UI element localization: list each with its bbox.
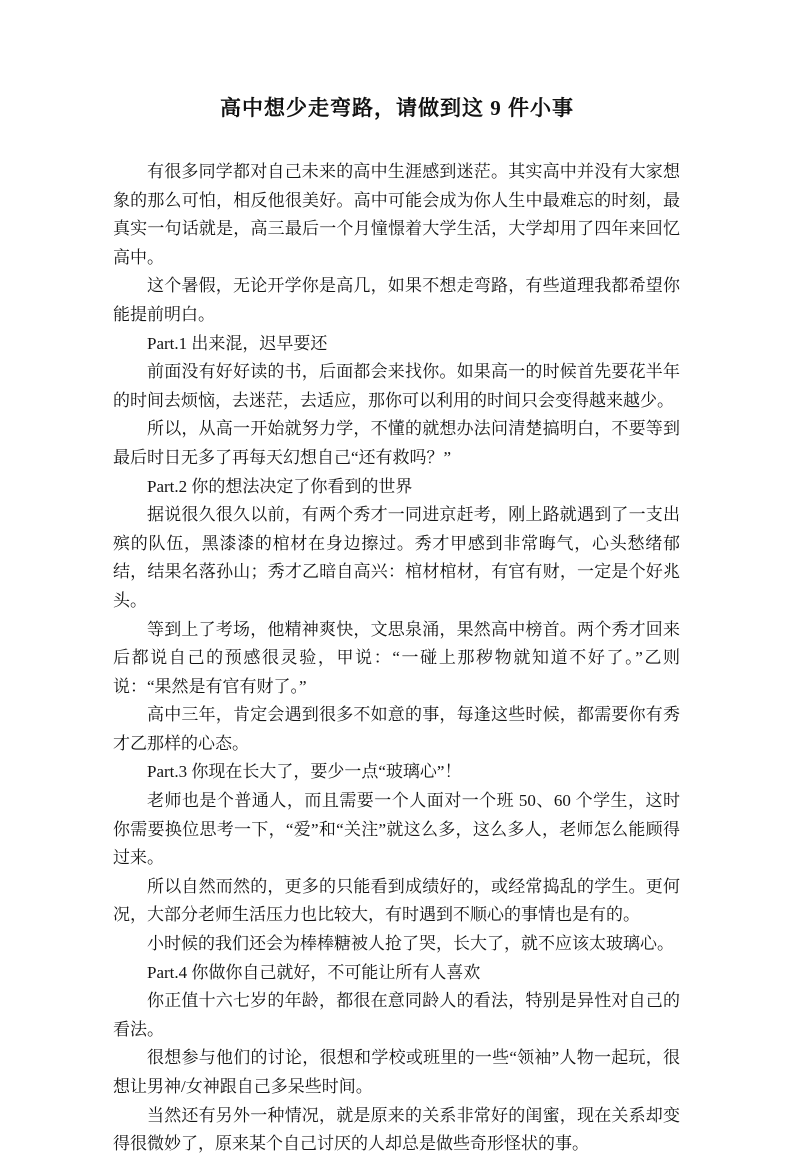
paragraph-part3-2: 所以自然而然的，更多的只能看到成绩好的，或经常捣乱的学生。更何况，大部分老师生活压力也比较大，有时遇到不顺心的事情也是有的。 bbox=[113, 876, 680, 925]
paragraph-intro-2: 这个暑假，无论开学你是高几，如果不想走弯路，有些道理我都希望你能提前明白。 bbox=[113, 276, 680, 324]
paragraph-part4-2: 很想参与他们的讨论，很想和学校或班里的一些“领袖”人物一起玩，很想让男神/女神跟自己多呆些时间。 bbox=[113, 1048, 680, 1096]
document-title: 高中想少走弯路，请做到这 9 件小事 bbox=[220, 96, 574, 120]
paragraph-part4-3: 当然还有另外一种情况，就是原来的关系非常好的闺蜜，现在关系却变得很微妙了，原来某个自己讨厌的人却总是做些奇形怪状的事。 bbox=[113, 1105, 680, 1154]
paragraph-part2-1: 据说很久很久以前，有两个秀才一同进京赶考，刚上路就遇到了一支出殡的队伍，黑漆漆的棺材在身边擦过。秀才甲感到非常晦气，心头愁绪郁结，结果名落孙山；秀才乙暗自高兴：棺材棺材，有官有财，一定是个好兆头。 bbox=[113, 505, 680, 610]
part-1-heading: Part.1 出来混，迟早要还 bbox=[147, 333, 328, 353]
paragraph-part3-3: 小时候的我们还会为棒棒糖被人抢了哭，长大了，就不应该太玻璃心。 bbox=[147, 934, 674, 954]
paragraph-part4-1: 你正值十六七岁的年龄，都很在意同龄人的看法，特别是异性对自己的看法。 bbox=[113, 991, 680, 1039]
paragraph-part1-1: 前面没有好好读的书，后面都会来找你。如果高一的时候首先要花半年的时间去烦恼，去迷茫，去适应，那你可以利用的时间只会变得越来越少。 bbox=[113, 362, 680, 410]
paragraph-part1-2: 所以，从高一开始就努力学，不懂的就想办法问清楚搞明白，不要等到最后时日无多了再每天幻想自己“还有救吗？” bbox=[113, 419, 680, 467]
paragraph-intro-1: 有很多同学都对自己未来的高中生涯感到迷茫。其实高中并没有大家想象的那么可怕，相反他很美好。高中可能会成为你人生中最难忘的时刻，最真实一句话就是，高三最后一个月憧憬着大学生活，大学却用了四年来回忆高中。 bbox=[113, 162, 680, 267]
part-3-heading: Part.3 你现在长大了，要少一点“玻璃心”！ bbox=[147, 762, 462, 782]
part-4-heading: Part.4 你做你自己就好，不可能让所有人喜欢 bbox=[147, 962, 481, 982]
paragraph-part2-2: 等到上了考场，他精神爽快，文思泉涌，果然高中榜首。两个秀才回来后都说自己的预感很灵验，甲说：“一碰上那秽物就知道不好了。”乙则说：“果然是有官有财了。” bbox=[113, 619, 680, 696]
document-body bbox=[0, 158, 794, 1159]
part-2-heading: Part.2 你的想法决定了你看到的世界 bbox=[147, 476, 413, 496]
paragraph-part3-1: 老师也是个普通人，而且需要一个人面对一个班 50、60 个学生，这时你需要换位思考一下，“爱”和“关注”就这么多，这么多人，老师怎么能顾得过来。 bbox=[113, 791, 680, 868]
paragraph-part2-3: 高中三年，肯定会遇到很多不如意的事，每逢这些时候，都需要你有秀才乙那样的心态。 bbox=[113, 705, 680, 753]
